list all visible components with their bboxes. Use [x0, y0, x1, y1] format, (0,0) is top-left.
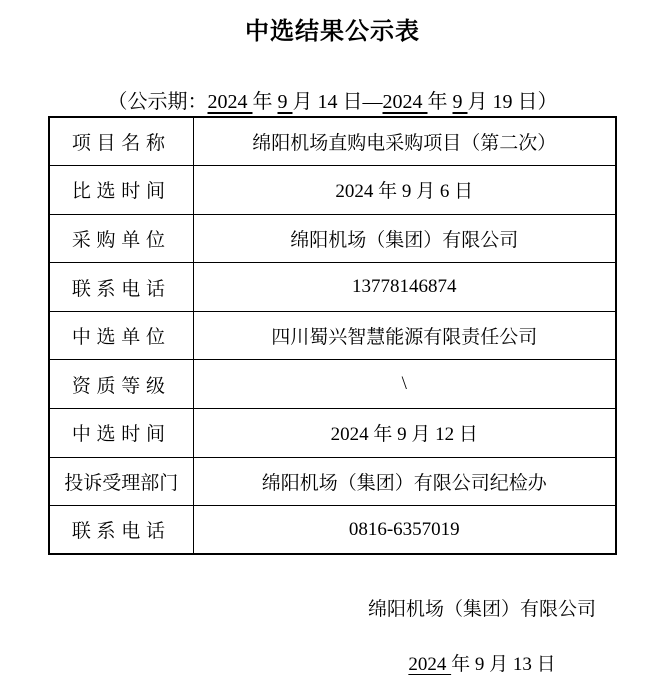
row-label: 采购单位: [49, 214, 193, 263]
plain-text: 月 19 日）: [467, 91, 558, 113]
plain-text: 年: [427, 91, 453, 113]
row-value: 0816-6357019: [193, 506, 616, 555]
row-value: 绵阳机场（集团）有限公司: [193, 214, 616, 263]
underlined-text: 2024: [408, 654, 452, 675]
row-label: 投诉受理部门: [49, 457, 193, 506]
table-row: [49, 360, 616, 409]
document-title: 中选结果公示表: [245, 19, 420, 45]
underlined-text: 9: [452, 91, 468, 113]
signature-company: 绵阳机场（集团）有限公司: [367, 599, 596, 620]
row-label: 中选时间: [49, 409, 193, 458]
row-value: 2024 年 9 月 6 日: [193, 166, 616, 215]
table-row: [49, 166, 616, 215]
row-value: \: [193, 360, 616, 409]
plain-text: 月 14 日—: [292, 91, 383, 113]
underlined-text: 2024: [382, 91, 428, 113]
table-row: [49, 409, 616, 458]
plain-text: 年 9 月 13 日: [451, 654, 556, 675]
row-label: 比选时间: [49, 166, 193, 215]
row-label: 项目名称: [49, 117, 193, 166]
row-value: 13778146874: [193, 263, 616, 312]
row-value: 四川蜀兴智慧能源有限责任公司: [193, 311, 616, 360]
row-value: 绵阳机场直购电采购项目（第二次）: [193, 117, 616, 166]
row-value: 绵阳机场（集团）有限公司纪检办: [193, 457, 616, 506]
table-row: [49, 263, 616, 312]
row-label: 联系电话: [49, 506, 193, 555]
row-label: 资质等级: [49, 360, 193, 409]
table-row: [49, 117, 616, 166]
table-row: [49, 214, 616, 263]
row-label: 中选单位: [49, 311, 193, 360]
plain-text: 年: [252, 91, 278, 113]
publicity-period: [0, 85, 665, 114]
table-row: [49, 457, 616, 506]
underlined-text: 9: [277, 91, 293, 113]
table-row: [49, 506, 616, 555]
result-table: [48, 116, 617, 555]
underlined-text: 2024: [207, 91, 253, 113]
table-row: [49, 311, 616, 360]
row-label: 联系电话: [49, 263, 193, 312]
signature-block: [352, 597, 612, 678]
row-value: 2024 年 9 月 12 日: [193, 409, 616, 458]
signature-date: [352, 652, 612, 678]
plain-text: （公示期：: [107, 91, 208, 113]
